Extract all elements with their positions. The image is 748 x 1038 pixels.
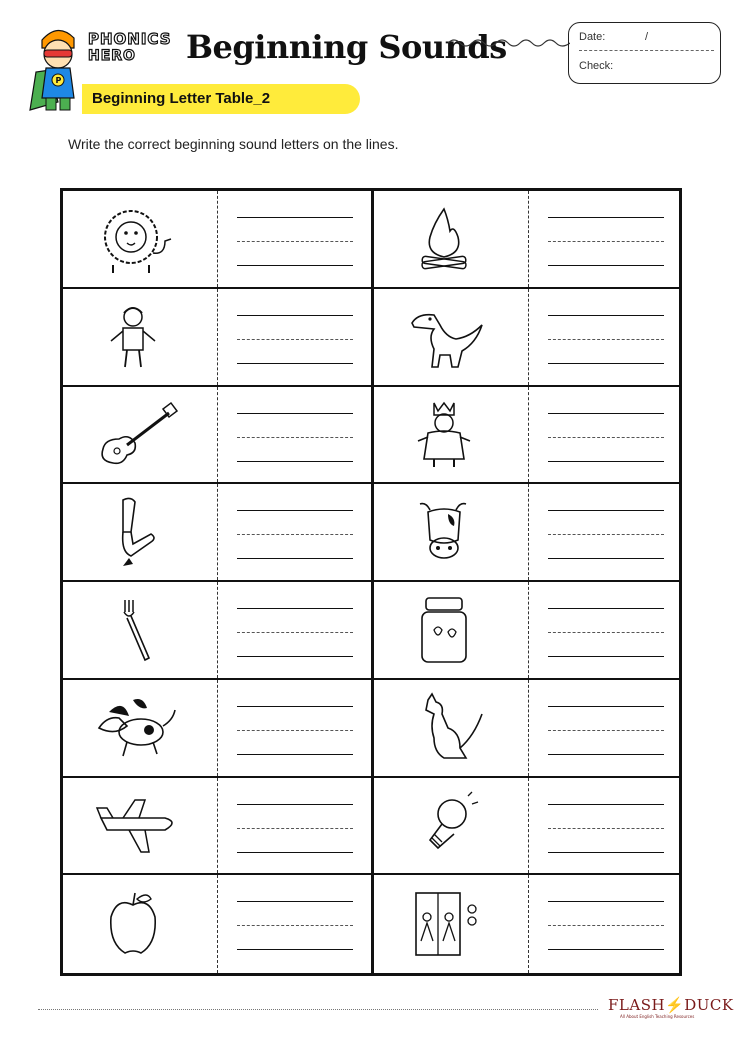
table-row — [63, 289, 371, 387]
logo-line-2: HERO — [88, 48, 136, 64]
dinosaur-icon — [404, 301, 494, 373]
column-divider — [217, 484, 218, 580]
table-row — [374, 191, 682, 289]
flashduck-logo — [608, 996, 734, 1014]
date-separator: / — [645, 31, 649, 43]
column-divider — [528, 875, 529, 973]
writing-lines[interactable] — [237, 702, 353, 758]
table-row — [63, 191, 371, 289]
writing-lines[interactable] — [548, 311, 664, 367]
writing-lines[interactable] — [237, 897, 353, 953]
letter-table — [60, 188, 682, 976]
brand-duck: DUCK — [684, 996, 734, 1014]
writing-lines[interactable] — [548, 702, 664, 758]
arm-icon — [93, 496, 183, 568]
table-row — [374, 582, 682, 680]
table-row — [63, 484, 371, 582]
king-icon — [404, 399, 494, 471]
instructions-text: Write the correct beginning sound letters on the lines. — [68, 136, 399, 152]
phonics-hero-logo — [88, 32, 183, 74]
light-bulb-icon — [404, 790, 494, 862]
check-row — [579, 60, 714, 80]
writing-lines[interactable] — [548, 800, 664, 856]
writing-lines[interactable] — [237, 409, 353, 465]
table-row — [63, 778, 371, 876]
svg-text:P: P — [55, 76, 62, 85]
column-divider — [528, 289, 529, 385]
table-row — [374, 387, 682, 485]
column-divider — [217, 875, 218, 973]
column-divider — [528, 191, 529, 287]
writing-lines[interactable] — [237, 311, 353, 367]
table-row — [374, 289, 682, 387]
column-divider — [217, 387, 218, 483]
guitar-icon — [93, 399, 183, 471]
writing-lines[interactable] — [237, 604, 353, 660]
column-divider — [528, 582, 529, 678]
worksheet-subtitle: Beginning Letter Table_2 — [92, 90, 271, 107]
left-column — [63, 191, 371, 973]
table-row — [374, 778, 682, 876]
boy-icon — [93, 301, 183, 373]
right-column — [374, 191, 682, 973]
squiggle-decoration-icon — [448, 36, 570, 50]
table-row — [374, 875, 682, 973]
table-row — [63, 582, 371, 680]
date-row — [579, 31, 714, 51]
writing-lines[interactable] — [548, 506, 664, 562]
footer-dotted-rule — [38, 1009, 598, 1010]
check-label: Check: — [579, 60, 614, 72]
column-divider — [528, 387, 529, 483]
date-check-box — [568, 22, 721, 84]
airplane-icon — [93, 790, 183, 862]
lion-icon — [93, 203, 183, 275]
elevator-icon — [404, 887, 494, 959]
logo-line-1: PHONICS — [88, 30, 172, 48]
writing-lines[interactable] — [548, 409, 664, 465]
table-row — [63, 680, 371, 778]
page-title: Beginning Sounds — [186, 28, 507, 66]
column-divider — [217, 778, 218, 874]
jam-jar-icon — [404, 594, 494, 666]
kangaroo-icon — [404, 692, 494, 764]
table-row — [374, 680, 682, 778]
apple-icon — [93, 887, 183, 959]
writing-lines[interactable] — [548, 213, 664, 269]
cow-icon — [404, 496, 494, 568]
column-divider — [217, 289, 218, 385]
table-row — [63, 875, 371, 973]
table-row — [63, 387, 371, 485]
column-divider — [528, 484, 529, 580]
writing-lines[interactable] — [237, 800, 353, 856]
writing-lines[interactable] — [548, 604, 664, 660]
writing-lines[interactable] — [237, 213, 353, 269]
date-label: Date: — [579, 31, 606, 43]
hero-mascot-icon — [28, 22, 88, 114]
column-divider — [217, 680, 218, 776]
dog-icon — [93, 692, 183, 764]
column-divider — [217, 191, 218, 287]
brand-flash: FLASH — [608, 996, 666, 1014]
fork-icon — [93, 594, 183, 666]
writing-lines[interactable] — [548, 897, 664, 953]
column-divider — [528, 778, 529, 874]
column-divider — [528, 680, 529, 776]
table-row — [374, 484, 682, 582]
brand-tagline: All About English Teaching Resources — [620, 1014, 695, 1019]
writing-lines[interactable] — [237, 506, 353, 562]
column-divider — [217, 582, 218, 678]
lightning-bolt-icon: ⚡ — [665, 996, 685, 1014]
fire-icon — [404, 203, 494, 275]
